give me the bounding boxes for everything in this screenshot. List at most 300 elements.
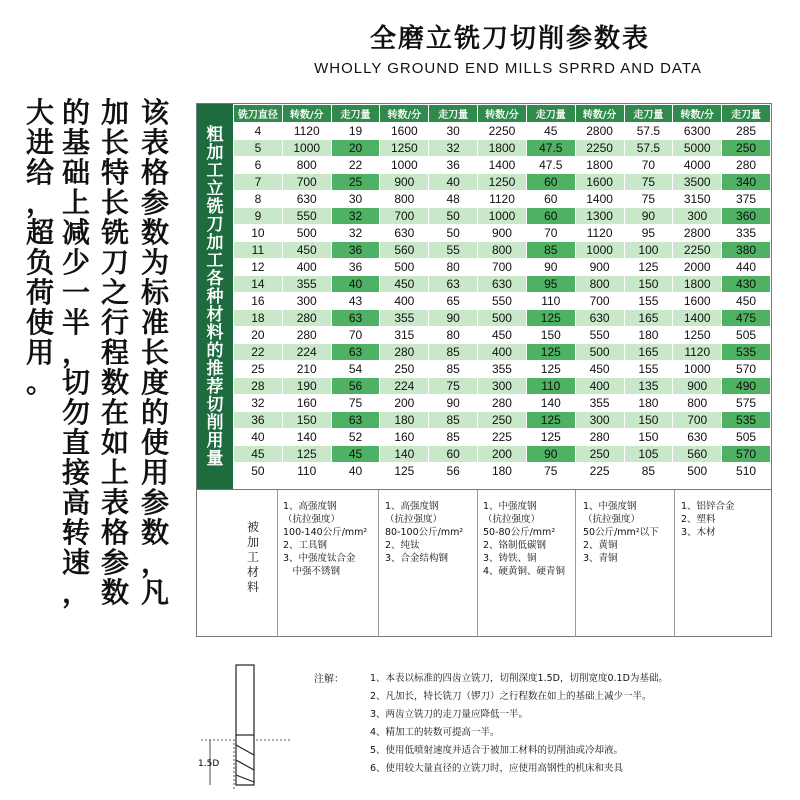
value-cell: 355 [478,361,527,378]
value-cell: 85 [429,412,478,429]
value-cell: 225 [575,463,624,480]
value-cell: 165 [624,310,673,327]
value-cell: 75 [331,395,380,412]
diameter-cell: 4 [234,123,283,140]
side-note-char: 刀 [100,246,129,279]
table-row [234,293,771,310]
band-char: 工 [206,250,224,271]
value-cell: 1250 [478,174,527,191]
value-cell: 450 [575,361,624,378]
side-note-char: 转 [61,516,90,549]
value-cell: 180 [624,327,673,344]
value-cell: 47.5 [526,157,575,174]
value-cell: 800 [478,242,527,259]
value-cell: 22 [331,157,380,174]
value-cell: 1120 [673,344,722,361]
side-note-char: 接 [61,456,90,489]
value-cell: 1000 [673,361,722,378]
value-cell: 60 [526,208,575,225]
value-cell: 400 [380,293,429,310]
value-cell: 400 [575,378,624,395]
diameter-cell: 36 [234,412,283,429]
value-cell: 57.5 [624,123,673,140]
value-cell: 4000 [673,157,722,174]
value-cell: 150 [624,276,673,293]
value-cell: 100 [624,242,673,259]
diameter-cell: 40 [234,429,283,446]
band-char: 荐 [206,376,224,397]
side-note-char: ， [140,546,169,579]
side-note-char: ， [25,186,54,219]
value-cell: 2250 [478,123,527,140]
value-cell: 355 [575,395,624,412]
value-cell: 630 [478,276,527,293]
table-side-band [197,104,233,489]
value-cell: 375 [722,191,771,208]
page-subtitle: WHOLLY GROUND END MILLS SPRRD AND DATA [314,60,702,77]
material-line: 3、青铜 [583,553,618,564]
value-cell: 190 [282,378,331,395]
value-cell: 700 [282,174,331,191]
value-cell: 155 [624,293,673,310]
side-note-char: 高 [61,486,90,519]
value-cell: 400 [478,344,527,361]
column-header: 转数/分 [380,105,429,123]
side-note-char: 格 [140,156,169,189]
value-cell: 150 [526,327,575,344]
table-row [234,191,771,208]
side-note-col-1 [20,98,60,398]
value-cell: 75 [429,378,478,395]
material-line: 3、中强度钛合金 [283,553,356,564]
value-cell: 250 [575,446,624,463]
value-cell: 60 [526,174,575,191]
material-line: 2、工具钢 [283,540,328,551]
table-row [234,310,771,327]
table-row [234,123,771,140]
value-cell: 2000 [673,259,722,276]
side-note-char: 用 [140,456,169,489]
value-cell: 280 [282,327,331,344]
value-cell: 535 [722,412,771,429]
value-cell: 70 [526,225,575,242]
side-note-char: 表 [100,486,129,519]
value-cell: 1400 [478,157,527,174]
value-cell: 43 [331,293,380,310]
value-cell: 500 [673,463,722,480]
value-cell: 56 [331,378,380,395]
side-note-char: 超 [25,216,54,249]
side-note-char: 给 [25,156,54,189]
diameter-cell: 9 [234,208,283,225]
materials-label-char: 工 [246,550,259,564]
value-cell: 75 [624,191,673,208]
note-item: 1、本表以标准的四齿立铣刀，切削深度1.5D，切削宽度0.1D为基础。 [370,673,668,684]
diameter-cell: 16 [234,293,283,310]
diameter-cell: 18 [234,310,283,327]
material-line: 4、硬黄铜、硬青铜 [483,566,566,577]
value-cell: 900 [380,174,429,191]
value-cell: 70 [624,157,673,174]
side-note-col-3 [95,98,135,608]
materials-label [241,520,265,595]
diameter-cell: 20 [234,327,283,344]
value-cell: 85 [526,242,575,259]
end-mill-diagram [196,660,296,795]
value-cell: 280 [380,344,429,361]
side-note-char: 长 [100,186,129,219]
value-cell: 550 [478,293,527,310]
diameter-cell: 22 [234,344,283,361]
side-note-col-4 [135,98,175,608]
value-cell: 19 [331,123,380,140]
value-cell: 210 [282,361,331,378]
table-row [234,259,771,276]
value-cell: 505 [722,429,771,446]
value-cell: 95 [526,276,575,293]
value-cell: 630 [380,225,429,242]
value-cell: 105 [624,446,673,463]
value-cell: 900 [478,225,527,242]
value-cell: 6300 [673,123,722,140]
value-cell: 250 [722,140,771,157]
table-row [234,157,771,174]
value-cell: 63 [331,344,380,361]
band-char: 削 [206,412,224,433]
value-cell: 1120 [282,123,331,140]
materials-label-char: 料 [246,580,259,594]
diameter-cell: 6 [234,157,283,174]
value-cell: 150 [624,412,673,429]
diameter-cell: 14 [234,276,283,293]
note-item: 3、两齿立铣刀的走刀量应降低一半。 [370,709,529,720]
value-cell: 575 [722,395,771,412]
diameter-cell: 25 [234,361,283,378]
material-group [681,500,777,539]
column-header: 转数/分 [282,105,331,123]
side-note-char: 的 [140,396,169,429]
value-cell: 430 [722,276,771,293]
note-item: 6、使用较大量直径的立铣刀时，应使用高钢性的机床和夹具 [370,763,624,774]
table-row [234,140,771,157]
value-cell: 1600 [380,123,429,140]
diameter-cell: 12 [234,259,283,276]
value-cell: 70 [331,327,380,344]
value-cell: 50 [429,208,478,225]
value-cell: 1250 [673,327,722,344]
value-cell: 125 [526,429,575,446]
value-cell: 125 [526,344,575,361]
materials-label-char: 加 [246,535,259,549]
value-cell: 510 [722,463,771,480]
value-cell: 280 [575,429,624,446]
value-cell: 160 [282,395,331,412]
value-cell: 340 [722,174,771,191]
value-cell: 490 [722,378,771,395]
value-cell: 450 [722,293,771,310]
value-cell: 20 [331,140,380,157]
material-group [283,500,379,578]
value-cell: 440 [722,259,771,276]
table-row [234,242,771,259]
value-cell: 630 [575,310,624,327]
value-cell: 140 [282,429,331,446]
value-cell: 36 [331,259,380,276]
material-line: 50公斤/mm²以下 [583,527,659,538]
value-cell: 280 [478,395,527,412]
side-note-char: 长 [140,336,169,369]
side-note-char: 参 [140,486,169,519]
value-cell: 250 [478,412,527,429]
side-note-char: 大 [25,96,54,129]
value-cell: 32 [331,208,380,225]
value-cell: 1120 [478,191,527,208]
material-line: 2、黄铜 [583,540,618,551]
value-cell: 280 [722,157,771,174]
value-cell: 200 [380,395,429,412]
value-cell: 165 [624,344,673,361]
band-char: 粗 [206,124,224,145]
value-cell: 60 [526,191,575,208]
band-char: 量 [206,448,224,469]
band-char: 材 [206,304,224,325]
material-line: 3、合金结构钢 [385,553,449,564]
value-cell: 65 [429,293,478,310]
band-char: 加 [206,232,224,253]
value-cell: 90 [429,395,478,412]
table-row [234,429,771,446]
side-note-char: 标 [140,276,169,309]
value-cell: 140 [380,446,429,463]
value-cell: 85 [624,463,673,480]
band-char: 种 [206,286,224,307]
value-cell: 570 [722,446,771,463]
value-cell: 630 [673,429,722,446]
value-cell: 25 [331,174,380,191]
value-cell: 900 [673,378,722,395]
value-cell: 450 [380,276,429,293]
value-cell: 75 [624,174,673,191]
value-cell: 110 [526,378,575,395]
value-cell: 85 [429,344,478,361]
note-item: 5、使用低喷射速度并适合于被加工材料的切削油或冷却液。 [370,745,624,756]
table-row [234,378,771,395]
value-cell: 80 [429,327,478,344]
table-row [234,395,771,412]
value-cell: 85 [429,429,478,446]
side-note-char: 使 [25,306,54,339]
band-char: 的 [206,340,224,361]
value-cell: 400 [282,259,331,276]
mill-flutes [236,735,254,785]
side-note-char: 。 [25,366,54,399]
value-cell: 125 [526,412,575,429]
material-line: 1、中强度钢 [483,501,537,512]
column-header: 走刀量 [526,105,575,123]
cutting-parameter-table [196,103,772,637]
side-note-char: 的 [61,96,90,129]
value-cell: 40 [331,276,380,293]
table-row [234,361,771,378]
side-note-char: 程 [100,336,129,369]
value-cell: 475 [722,310,771,327]
material-line: （抗拉强度） [283,514,341,525]
column-header: 转数/分 [478,105,527,123]
side-note-char: 上 [100,456,129,489]
value-cell: 700 [380,208,429,225]
table-row [234,412,771,429]
value-cell: 630 [282,191,331,208]
value-cell: 75 [526,463,575,480]
diameter-cell: 28 [234,378,283,395]
diameter-cell: 32 [234,395,283,412]
band-char: 立 [206,178,224,199]
materials-label-char: 被 [246,520,259,534]
value-cell: 200 [478,446,527,463]
value-cell: 40 [429,174,478,191]
depth-label: 1.5D [198,759,220,769]
value-cell: 135 [624,378,673,395]
material-line: 100-140公斤/mm² [283,527,368,538]
value-cell: 36 [429,157,478,174]
value-cell: 225 [478,429,527,446]
value-cell: 90 [624,208,673,225]
value-cell: 700 [478,259,527,276]
notes-list [370,670,730,778]
value-cell: 1250 [380,140,429,157]
value-cell: 140 [526,395,575,412]
value-cell: 45 [331,446,380,463]
material-line: 1、高强度钢 [385,501,439,512]
value-cell: 300 [478,378,527,395]
value-cell: 535 [722,344,771,361]
side-note-char: 数 [140,516,169,549]
material-line: （抗拉强度） [385,514,443,525]
value-cell: 32 [331,225,380,242]
side-note-char: 直 [61,426,90,459]
column-header: 走刀量 [429,105,478,123]
value-cell: 55 [429,242,478,259]
value-cell: 45 [526,123,575,140]
band-char: 推 [206,358,224,379]
value-cell: 1300 [575,208,624,225]
page-title: 全磨立铣刀切削参数表 [369,24,650,54]
side-note-char: 础 [61,156,90,189]
material-line: 80-100公斤/mm² [385,527,464,538]
value-cell: 335 [722,225,771,242]
value-cell: 2250 [575,140,624,157]
value-cell: 250 [380,361,429,378]
note-item: 2、凡加长，特长铣刀（锣刀）之行程数在如上的基础上减少一半。 [370,691,652,702]
side-note-char: 加 [100,96,129,129]
note-item: 4、精加工的转数可提高一半。 [370,727,500,738]
value-cell: 110 [282,463,331,480]
band-char: 用 [206,430,224,451]
value-cell: 180 [478,463,527,480]
value-cell: 1600 [673,293,722,310]
material-line: 1、高强度钢 [283,501,337,512]
value-cell: 550 [575,327,624,344]
value-cell: 224 [282,344,331,361]
value-cell: 85 [429,361,478,378]
value-cell: 47.5 [526,140,575,157]
material-group [583,500,679,565]
value-cell: 150 [624,429,673,446]
column-header: 走刀量 [722,105,771,123]
band-char: 料 [206,322,224,343]
value-cell: 500 [478,310,527,327]
band-char: 工 [206,160,224,181]
side-note-char: 上 [61,186,90,219]
side-note-char: 使 [140,426,169,459]
side-note-col-2 [56,98,96,608]
material-line: 中强不锈钢 [283,566,341,577]
value-cell: 1600 [575,174,624,191]
value-cell: 900 [575,259,624,276]
value-cell: 550 [282,208,331,225]
value-cell: 1000 [380,157,429,174]
side-note-char: 凡 [140,576,169,609]
material-line: （抗拉强度） [583,514,641,525]
side-note-char: 参 [140,186,169,219]
side-note-char: 一 [61,276,90,309]
band-char: 铣 [206,196,224,217]
parameter-grid [233,104,771,480]
band-char: 加 [206,142,224,163]
value-cell: 355 [282,276,331,293]
side-note-char: 负 [25,246,54,279]
value-cell: 560 [380,242,429,259]
side-note-char: 表 [140,126,169,159]
value-cell: 800 [282,157,331,174]
value-cell: 1800 [575,157,624,174]
value-cell: 60 [429,446,478,463]
value-cell: 380 [722,242,771,259]
value-cell: 125 [526,361,575,378]
material-group [483,500,579,578]
table-row [234,446,771,463]
material-group [385,500,481,565]
value-cell: 90 [526,446,575,463]
diameter-cell: 7 [234,174,283,191]
side-note-char: 切 [61,366,90,399]
value-cell: 180 [624,395,673,412]
value-cell: 40 [331,463,380,480]
side-note-char: 格 [100,516,129,549]
diameter-cell: 8 [234,191,283,208]
header-row [234,105,771,123]
column-header: 铣刀直径 [234,105,283,123]
value-cell: 280 [282,310,331,327]
side-note-char: 之 [100,276,129,309]
material-line: 50-80公斤/mm² [483,527,556,538]
side-note-char: 铣 [100,216,129,249]
value-cell: 1000 [575,242,624,259]
value-cell: 500 [575,344,624,361]
table-row [234,174,771,191]
column-header: 走刀量 [624,105,673,123]
value-cell: 32 [429,140,478,157]
value-cell: 700 [575,293,624,310]
value-cell: 2800 [673,225,722,242]
band-char: 各 [206,268,224,289]
value-cell: 90 [429,310,478,327]
value-cell: 1400 [673,310,722,327]
notes-label: 注解： [314,674,344,685]
side-note-char: 行 [100,306,129,339]
side-note-char: 准 [140,306,169,339]
side-note-char: 参 [100,546,129,579]
